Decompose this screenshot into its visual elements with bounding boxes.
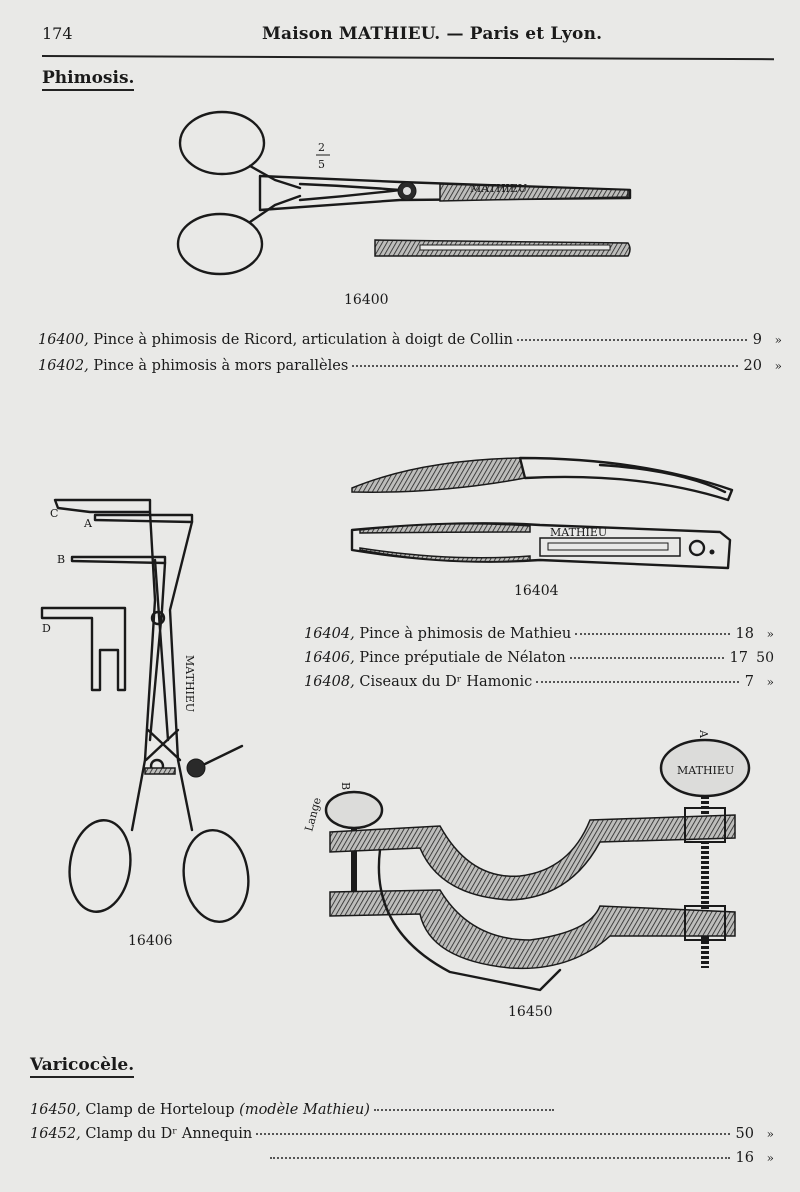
engraving-mathieu-16404: MATHIEU <box>550 526 608 539</box>
forceps-16406-illustration <box>42 500 254 926</box>
caption-16406: 16406 <box>128 933 173 949</box>
item-price: 20 <box>743 358 762 374</box>
engraving-mathieu-16406: MATHIEU <box>183 655 196 713</box>
fraction-top: 2 <box>318 141 325 154</box>
item-code: 16408, <box>304 674 355 690</box>
section-heading-phimosis: Phimosis. <box>42 68 134 91</box>
list-item <box>304 626 774 642</box>
item-description: Ciseaux du Dʳ Hamonic <box>359 674 533 690</box>
label-a-clamp: A <box>697 730 710 738</box>
item-price-suffix: » <box>774 359 782 373</box>
item-description-model: (modèle Mathieu) <box>239 1102 370 1118</box>
item-code: 16406, <box>304 650 355 666</box>
item-price: 17 <box>729 650 748 666</box>
instrument-16404-illustration <box>352 458 732 568</box>
item-price: 9 <box>752 332 762 348</box>
list-item <box>38 332 782 348</box>
item-price-suffix: 50 <box>756 650 774 666</box>
list-item <box>30 1102 560 1118</box>
caption-16400: 16400 <box>344 292 389 308</box>
list-item <box>304 674 774 690</box>
item-price-suffix: » <box>766 675 774 689</box>
item-code: 16402, <box>38 358 89 374</box>
engraving-lange: Lange <box>302 796 324 833</box>
item-price-suffix: » <box>766 627 774 641</box>
item-code: 16452, <box>30 1126 81 1142</box>
item-description: Pince à phimosis de Ricord, articulation à doigt de Collin <box>93 332 513 348</box>
section-heading-varicocele: Varicocèle. <box>30 1055 134 1078</box>
clamp-16450-illustration <box>302 729 749 990</box>
list-item <box>38 358 782 374</box>
item-price-suffix: » <box>766 1127 774 1141</box>
caption-16450: 16450 <box>508 1004 553 1020</box>
engraving-mathieu-16450: MATHIEU <box>677 764 735 777</box>
price-line <box>30 1150 774 1166</box>
item-description: Clamp de Horteloup <box>85 1102 235 1118</box>
item-price-suffix: » <box>774 333 782 347</box>
item-price: 18 <box>735 626 754 642</box>
item-description: Pince préputiale de Nélaton <box>359 650 566 666</box>
caption-16404: 16404 <box>514 583 559 599</box>
list-item <box>304 650 774 666</box>
item-price: 50 <box>735 1126 754 1142</box>
fraction-bottom: 5 <box>318 158 325 171</box>
item-description: Clamp du Dʳ Annequin <box>85 1126 253 1142</box>
item-code: 16450, <box>30 1102 81 1118</box>
list-item <box>30 1126 774 1142</box>
page-header-title: Maison MATHIEU. — Paris et Lyon. <box>262 24 603 44</box>
label-d: D <box>42 622 51 635</box>
forceps-16400-illustration <box>178 112 630 274</box>
item-code: 16400, <box>38 332 89 348</box>
item-description: Pince à phimosis de Mathieu <box>359 626 572 642</box>
label-c: C <box>50 507 59 520</box>
item-code: 16404, <box>304 626 355 642</box>
item-price: 7 <box>744 674 754 690</box>
item-description: Pince à phimosis à mors parallèles <box>93 358 349 374</box>
engraving-mathieu-16400: MATHIEU <box>470 182 528 195</box>
label-a: A <box>84 517 92 530</box>
label-b: B <box>57 553 66 566</box>
item-price: 16 <box>735 1150 754 1166</box>
page-number: 174 <box>42 24 73 43</box>
item-price-suffix: » <box>766 1151 774 1165</box>
label-b-clamp: B <box>339 782 352 791</box>
